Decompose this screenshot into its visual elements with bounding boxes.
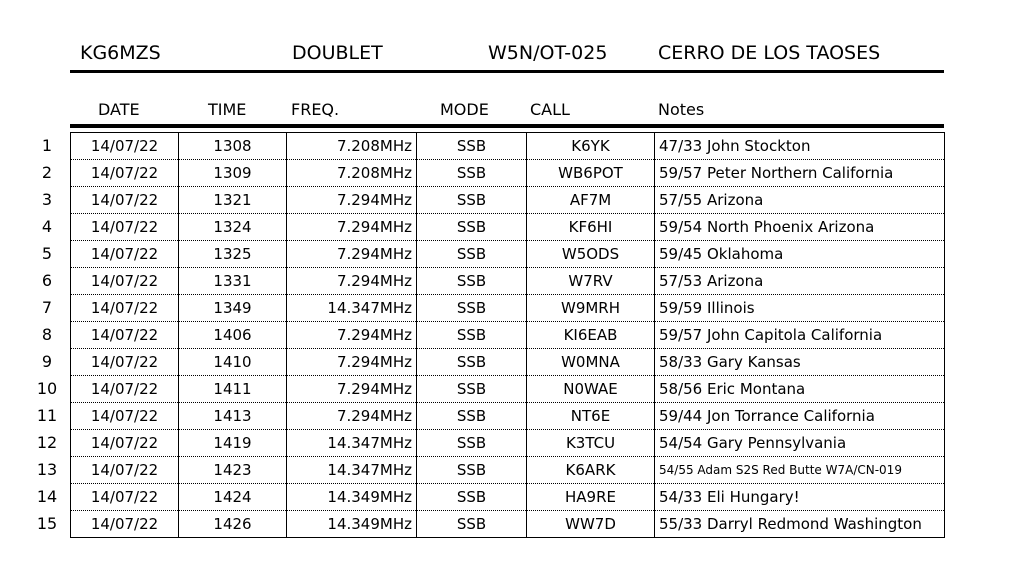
table-row	[71, 376, 945, 403]
cell-notes: 57/55 Arizona	[655, 187, 945, 214]
column-header-freq: FREQ.	[291, 100, 340, 119]
cell-freq: 7.294MHz	[287, 322, 417, 349]
cell-freq: 14.349MHz	[287, 511, 417, 538]
cell-mode: SSB	[417, 322, 527, 349]
cell-notes: 59/57 John Capitola California	[655, 322, 945, 349]
cell-call: N0WAE	[527, 376, 655, 403]
row-number: 8	[41, 325, 53, 344]
cell-date: 14/07/22	[71, 403, 179, 430]
column-header-call: CALL	[530, 100, 570, 119]
cell-mode: SSB	[417, 295, 527, 322]
cell-call: KI6EAB	[527, 322, 655, 349]
cell-date: 14/07/22	[71, 322, 179, 349]
table-row	[71, 160, 945, 187]
cell-time: 1406	[179, 322, 287, 349]
cell-freq: 14.349MHz	[287, 484, 417, 511]
column-header-date: DATE	[98, 100, 140, 119]
cell-mode: SSB	[417, 403, 527, 430]
cell-notes: 54/54 Gary Pennsylvania	[655, 430, 945, 457]
cell-notes: 58/56 Eric Montana	[655, 376, 945, 403]
cell-mode: SSB	[417, 214, 527, 241]
table-row	[71, 430, 945, 457]
cell-notes: 59/44 Jon Torrance California	[655, 403, 945, 430]
table-row	[71, 457, 945, 484]
cell-notes: 54/33 Eli Hungary!	[655, 484, 945, 511]
cell-notes: 59/57 Peter Northern California	[655, 160, 945, 187]
cell-call: W0MNA	[527, 349, 655, 376]
cell-call: AF7M	[527, 187, 655, 214]
cell-time: 1411	[179, 376, 287, 403]
cell-notes: 59/59 Illinois	[655, 295, 945, 322]
cell-call: W5ODS	[527, 241, 655, 268]
cell-time: 1426	[179, 511, 287, 538]
row-number: 5	[41, 244, 53, 263]
cell-freq: 7.294MHz	[287, 187, 417, 214]
cell-call: KF6HI	[527, 214, 655, 241]
table-row	[71, 403, 945, 430]
cell-date: 14/07/22	[71, 187, 179, 214]
cell-date: 14/07/22	[71, 133, 179, 160]
contact-log-table	[70, 132, 945, 538]
operator-callsign: KG6MZS	[80, 42, 161, 64]
row-number: 2	[41, 163, 53, 182]
table-row	[71, 214, 945, 241]
table-row	[71, 511, 945, 538]
row-number: 9	[41, 352, 53, 371]
cell-freq: 7.208MHz	[287, 160, 417, 187]
row-number: 6	[41, 271, 53, 290]
cell-time: 1423	[179, 457, 287, 484]
cell-date: 14/07/22	[71, 511, 179, 538]
row-numbers	[30, 132, 64, 537]
summit-name: CERRO DE LOS TAOSES	[658, 42, 881, 64]
cell-freq: 7.294MHz	[287, 268, 417, 295]
cell-date: 14/07/22	[71, 484, 179, 511]
table-row	[71, 349, 945, 376]
cell-freq: 14.347MHz	[287, 457, 417, 484]
cell-time: 1324	[179, 214, 287, 241]
summit-reference: W5N/OT-025	[488, 42, 608, 64]
cell-notes: 59/54 North Phoenix Arizona	[655, 214, 945, 241]
row-number: 3	[41, 190, 53, 209]
cell-freq: 7.294MHz	[287, 214, 417, 241]
cell-time: 1349	[179, 295, 287, 322]
cell-mode: SSB	[417, 133, 527, 160]
row-number: 12	[36, 433, 58, 452]
cell-freq: 7.294MHz	[287, 349, 417, 376]
row-number: 10	[36, 379, 58, 398]
cell-call: WB6POT	[527, 160, 655, 187]
cell-time: 1331	[179, 268, 287, 295]
cell-notes: 55/33 Darryl Redmond Washington	[655, 511, 945, 538]
table-row	[71, 322, 945, 349]
cell-time: 1321	[179, 187, 287, 214]
table-row	[71, 241, 945, 268]
cell-time: 1309	[179, 160, 287, 187]
log-header	[70, 40, 944, 73]
cell-date: 14/07/22	[71, 241, 179, 268]
cell-notes: 57/53 Arizona	[655, 268, 945, 295]
cell-call: K3TCU	[527, 430, 655, 457]
cell-call: HA9RE	[527, 484, 655, 511]
table-row	[71, 484, 945, 511]
cell-call: K6ARK	[527, 457, 655, 484]
cell-notes: 58/33 Gary Kansas	[655, 349, 945, 376]
cell-date: 14/07/22	[71, 214, 179, 241]
cell-mode: SSB	[417, 268, 527, 295]
row-number: 11	[36, 406, 58, 425]
cell-freq: 7.208MHz	[287, 133, 417, 160]
cell-time: 1419	[179, 430, 287, 457]
cell-call: WW7D	[527, 511, 655, 538]
cell-call: K6YK	[527, 133, 655, 160]
row-number: 15	[36, 514, 58, 533]
cell-date: 14/07/22	[71, 268, 179, 295]
table-row	[71, 268, 945, 295]
cell-time: 1410	[179, 349, 287, 376]
column-header-time: TIME	[208, 100, 247, 119]
cell-mode: SSB	[417, 160, 527, 187]
cell-notes: 47/33 John Stockton	[655, 133, 945, 160]
cell-mode: SSB	[417, 241, 527, 268]
cell-time: 1308	[179, 133, 287, 160]
column-header-mode: MODE	[440, 100, 489, 119]
row-number: 7	[41, 298, 53, 317]
cell-mode: SSB	[417, 430, 527, 457]
column-header-notes: Notes	[658, 100, 705, 119]
cell-mode: SSB	[417, 187, 527, 214]
cell-mode: SSB	[417, 376, 527, 403]
cell-call: W9MRH	[527, 295, 655, 322]
cell-time: 1424	[179, 484, 287, 511]
cell-mode: SSB	[417, 457, 527, 484]
cell-call: W7RV	[527, 268, 655, 295]
cell-date: 14/07/22	[71, 160, 179, 187]
cell-call: NT6E	[527, 403, 655, 430]
antenna-type: DOUBLET	[292, 42, 383, 64]
cell-mode: SSB	[417, 349, 527, 376]
cell-time: 1413	[179, 403, 287, 430]
table-row	[71, 133, 945, 160]
column-headers	[70, 96, 944, 128]
row-number: 14	[36, 487, 58, 506]
cell-date: 14/07/22	[71, 349, 179, 376]
cell-date: 14/07/22	[71, 457, 179, 484]
row-number: 1	[41, 136, 53, 155]
row-number: 4	[41, 217, 53, 236]
cell-date: 14/07/22	[71, 376, 179, 403]
table-row	[71, 187, 945, 214]
cell-freq: 14.347MHz	[287, 430, 417, 457]
cell-notes: 54/55 Adam S2S Red Butte W7A/CN-019	[655, 457, 945, 484]
cell-freq: 7.294MHz	[287, 403, 417, 430]
table-row	[71, 295, 945, 322]
row-number: 13	[36, 460, 58, 479]
cell-freq: 14.347MHz	[287, 295, 417, 322]
cell-notes: 59/45 Oklahoma	[655, 241, 945, 268]
cell-time: 1325	[179, 241, 287, 268]
cell-freq: 7.294MHz	[287, 241, 417, 268]
cell-freq: 7.294MHz	[287, 376, 417, 403]
cell-date: 14/07/22	[71, 430, 179, 457]
cell-date: 14/07/22	[71, 295, 179, 322]
cell-mode: SSB	[417, 511, 527, 538]
cell-mode: SSB	[417, 484, 527, 511]
